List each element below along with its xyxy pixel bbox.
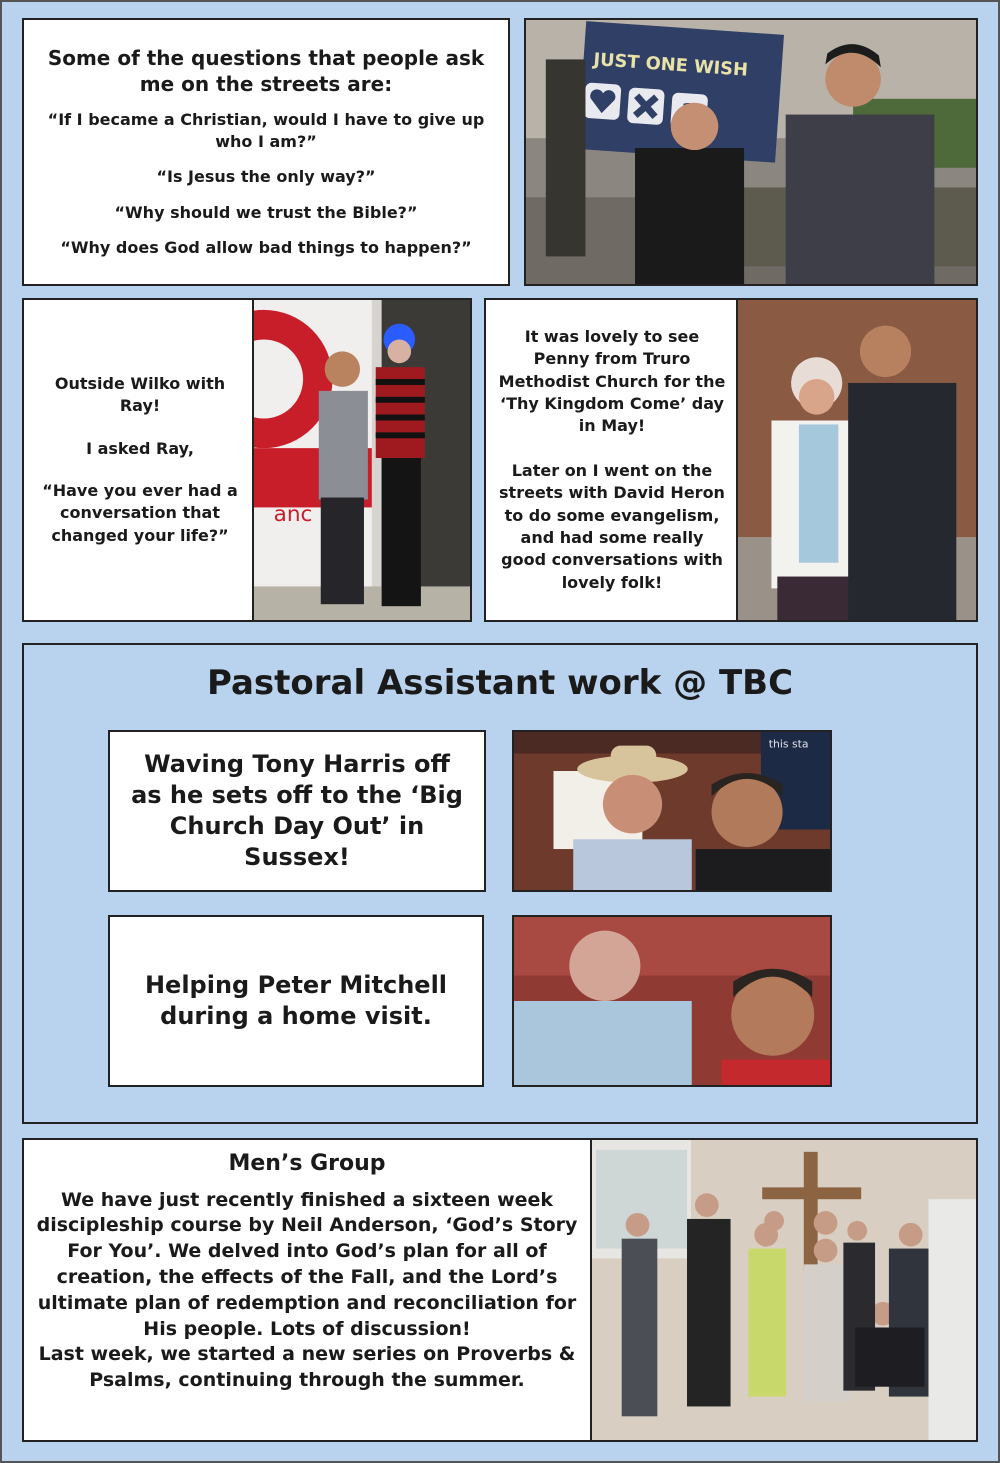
peter-mitchell-photo bbox=[512, 915, 832, 1087]
tony-text-box bbox=[108, 730, 486, 892]
street-evangelism-photo bbox=[524, 18, 978, 286]
question-item: “Why should we trust the Bible?” bbox=[114, 202, 418, 222]
mens-group-body-2: Last week, we started a new series on Proverbs & Psalms, continuing through the summer. bbox=[38, 1343, 576, 1392]
tony-caption: Waving Tony Harris off as he sets off to the ‘Big Church Day Out’ in Sussex! bbox=[131, 749, 463, 872]
mens-group-photo bbox=[590, 1138, 978, 1442]
wilko-ray-photo bbox=[252, 298, 472, 622]
peter-text-box bbox=[108, 915, 484, 1087]
station-sign: this sta bbox=[768, 737, 809, 751]
mens-group-body-1: We have just recently finished a sixteen week discipleship course by Neil Anderson, ‘God’s Story For You’. We delved into God’s plan for all of creation, the effects of the Fall, and the Lord’s ultimate plan of redemption and reconciliation for His people. Lots of discussion! bbox=[36, 1188, 578, 1340]
wilko-line-1: Outside Wilko with Ray! bbox=[54, 373, 226, 416]
peter-caption: Helping Peter Mitchell during a home visit. bbox=[144, 970, 448, 1030]
question-item: “If I became a Christian, would I have to give up who I am?” bbox=[47, 110, 485, 151]
penny-text-box bbox=[484, 298, 740, 622]
pastoral-title: Pastoral Assistant work @ TBC bbox=[206, 663, 794, 703]
mens-group-title: Men’s Group bbox=[228, 1151, 386, 1176]
question-item: “Why does God allow bad things to happen?” bbox=[60, 238, 472, 258]
penny-para-1: It was lovely to see Penny from Truro Methodist Church for the ‘Thy Kingdom Come’ day in May! bbox=[498, 326, 726, 436]
tony-harris-photo bbox=[512, 730, 832, 892]
street-questions-box bbox=[22, 18, 510, 286]
mens-group-box bbox=[22, 1138, 592, 1442]
wilko-line-3: “Have you ever had a conversation that changed your life?” bbox=[42, 481, 238, 545]
wilko-line-2: I asked Ray, bbox=[86, 438, 194, 458]
wilko-text-box bbox=[22, 298, 258, 622]
shop-sign: anc bbox=[273, 502, 313, 528]
banner-text: JUST ONE WISH bbox=[592, 49, 749, 81]
question-item: “Is Jesus the only way?” bbox=[156, 167, 376, 187]
penny-photo bbox=[736, 298, 978, 622]
questions-intro: Some of the questions that people ask me on the streets are: bbox=[47, 46, 485, 97]
penny-para-2: Later on I went on the streets with David Heron to do some evangelism, and had some really good conversations with lovely folk! bbox=[499, 460, 725, 592]
